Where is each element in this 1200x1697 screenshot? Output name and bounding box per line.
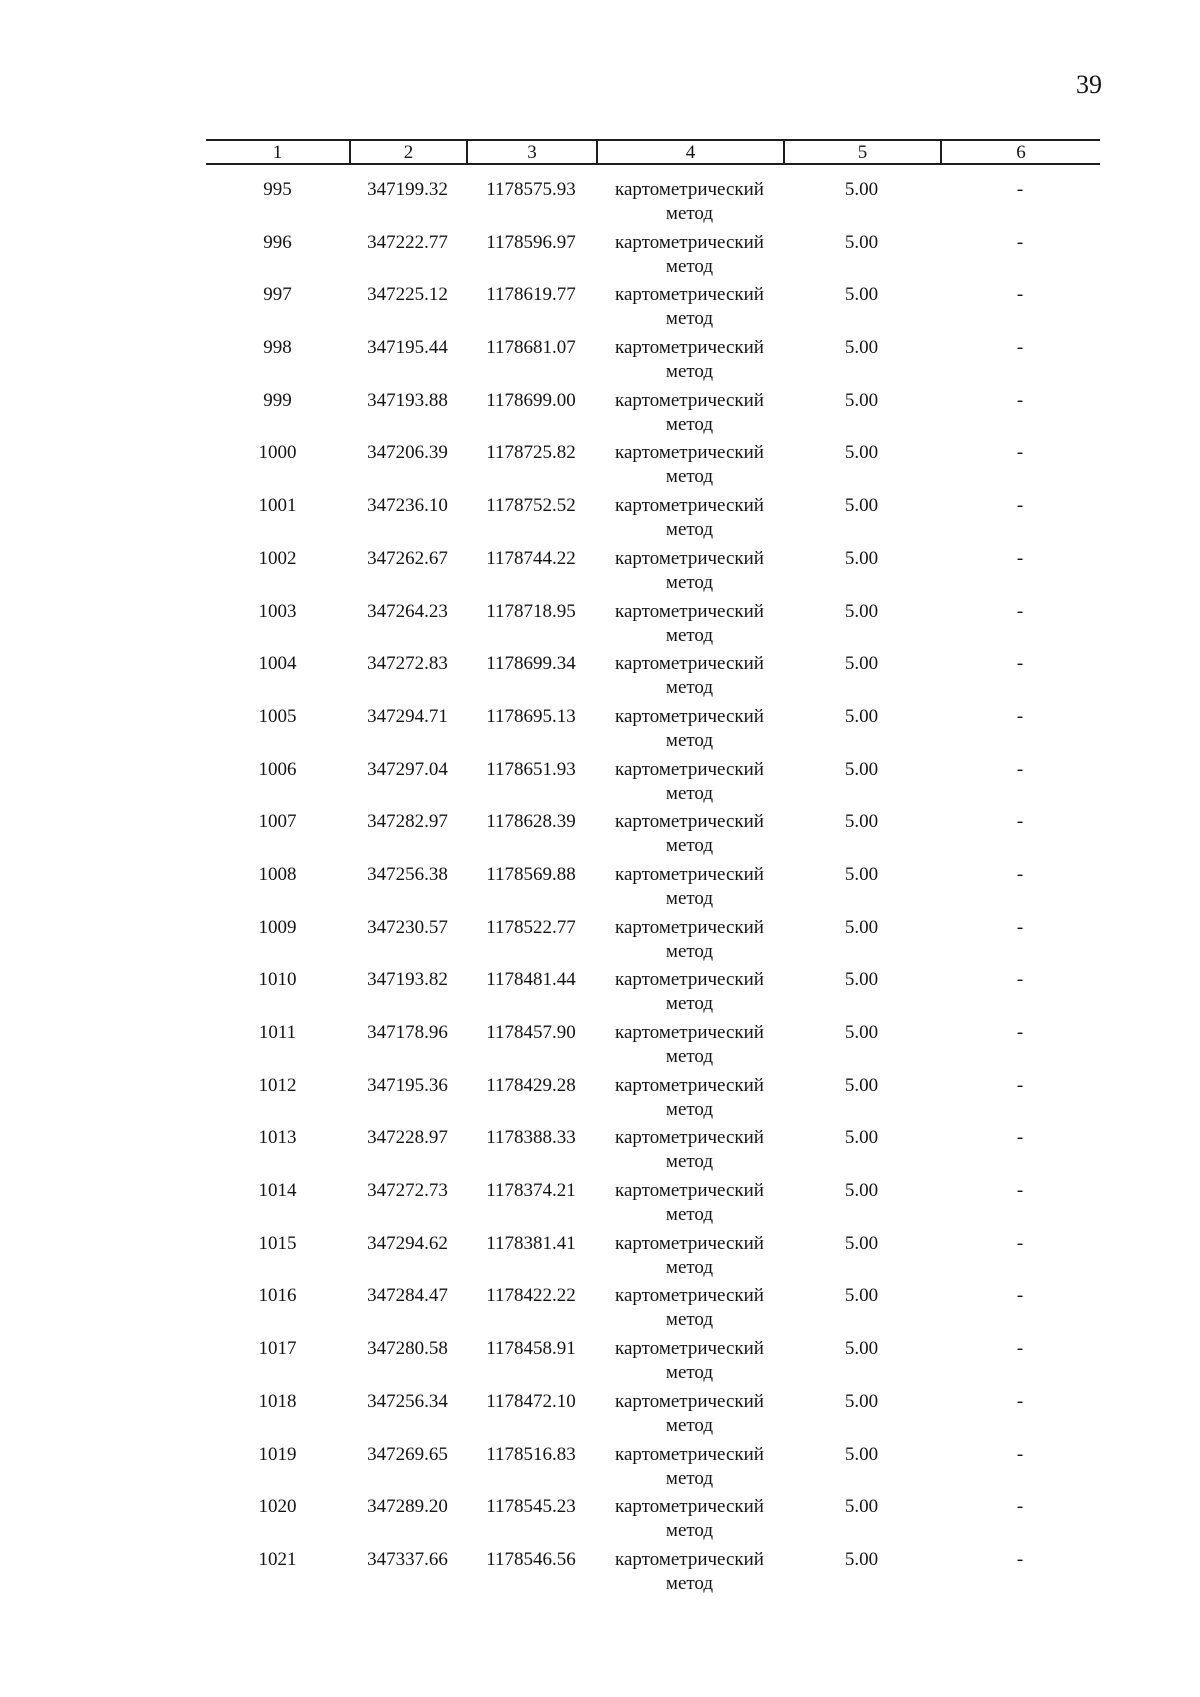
x-coordinate-cell: 347206.39 xyxy=(367,442,448,464)
table-row xyxy=(206,1284,1100,1337)
method-line-1: картометрический xyxy=(615,1180,764,1202)
method-cell xyxy=(596,810,783,863)
method-cell xyxy=(596,441,783,494)
note-cell: - xyxy=(1016,916,1024,938)
accuracy-cell: 5.00 xyxy=(844,547,879,569)
x-coordinate-cell: 347236.10 xyxy=(367,495,448,517)
x-coordinate-cell: 347256.34 xyxy=(367,1390,448,1412)
table-row xyxy=(206,231,1100,284)
y-coordinate-cell: 1178472.10 xyxy=(486,1390,576,1412)
x-coordinate-cell: 347284.47 xyxy=(367,1285,448,1307)
y-coordinate-cell: 1178699.00 xyxy=(486,389,576,411)
method-line-1: картометрический xyxy=(615,389,764,411)
accuracy-cell: 5.00 xyxy=(844,337,879,359)
accuracy-cell: 5.00 xyxy=(844,1022,879,1043)
table-row xyxy=(206,1548,1100,1601)
y-coordinate-cell: 1178695.13 xyxy=(486,705,576,727)
accuracy-cell: 5.00 xyxy=(844,284,879,306)
method-line-1: картометрический xyxy=(615,705,764,727)
method-line-1: картометрический xyxy=(615,758,764,780)
point-number-cell: 997 xyxy=(263,284,292,306)
table-row xyxy=(206,810,1100,863)
note-cell: - xyxy=(1016,653,1024,675)
point-number-cell: 1008 xyxy=(258,863,297,885)
table-header xyxy=(206,139,1100,165)
note-cell: - xyxy=(1016,969,1024,991)
column-header-3: 3 xyxy=(466,141,596,163)
method-line-2: метод xyxy=(665,255,714,277)
y-coordinate-cell: 1178569.88 xyxy=(486,863,576,885)
y-coordinate-cell: 1178516.83 xyxy=(486,1443,576,1465)
method-line-2: метод xyxy=(665,677,714,699)
y-coordinate-cell: 1178388.33 xyxy=(486,1127,576,1149)
y-coordinate-cell: 1178381.41 xyxy=(486,1232,576,1254)
y-coordinate-cell: 1178522.77 xyxy=(486,916,576,938)
table-row xyxy=(206,1390,1100,1443)
method-line-1: картометрический xyxy=(615,600,764,622)
accuracy-cell: 5.00 xyxy=(844,495,879,517)
column-header-2: 2 xyxy=(349,141,466,163)
method-cell xyxy=(596,1548,783,1601)
method-line-2: метод xyxy=(665,729,714,751)
point-number-cell: 1020 xyxy=(258,1496,297,1518)
method-line-1: картометрический xyxy=(615,1022,764,1043)
point-number-cell: 1010 xyxy=(258,969,297,991)
accuracy-cell: 5.00 xyxy=(844,1443,879,1465)
note-cell: - xyxy=(1016,231,1024,253)
method-line-2: метод xyxy=(665,1151,714,1173)
point-number-cell: 1016 xyxy=(258,1285,297,1307)
table-row xyxy=(206,705,1100,758)
point-number-cell: 1019 xyxy=(258,1443,297,1465)
note-cell: - xyxy=(1016,1496,1024,1518)
table-row xyxy=(206,1443,1100,1496)
note-cell: - xyxy=(1016,811,1024,833)
x-coordinate-cell: 347337.66 xyxy=(367,1548,448,1570)
y-coordinate-cell: 1178596.97 xyxy=(486,231,576,253)
x-coordinate-cell: 347199.32 xyxy=(367,179,448,200)
accuracy-cell: 5.00 xyxy=(844,705,879,727)
y-coordinate-cell: 1178374.21 xyxy=(486,1180,576,1202)
table-row xyxy=(206,1021,1100,1074)
note-cell: - xyxy=(1016,1074,1024,1096)
table-row xyxy=(206,916,1100,969)
x-coordinate-cell: 347222.77 xyxy=(367,231,448,253)
table-body xyxy=(206,178,1100,1601)
note-cell: - xyxy=(1016,1548,1024,1570)
x-coordinate-cell: 347193.88 xyxy=(367,389,448,411)
method-line-2: метод xyxy=(665,361,714,383)
accuracy-cell: 5.00 xyxy=(844,1232,879,1254)
note-cell: - xyxy=(1016,863,1024,885)
x-coordinate-cell: 347272.83 xyxy=(367,653,448,675)
note-cell: - xyxy=(1016,1338,1024,1360)
y-coordinate-cell: 1178744.22 xyxy=(486,547,576,569)
accuracy-cell: 5.00 xyxy=(844,1180,879,1202)
method-line-2: метод xyxy=(665,466,714,488)
method-cell xyxy=(596,1443,783,1496)
table-row xyxy=(206,1337,1100,1390)
method-line-2: метод xyxy=(665,571,714,593)
method-line-1: картометрический xyxy=(615,863,764,885)
y-coordinate-cell: 1178718.95 xyxy=(486,600,576,622)
x-coordinate-cell: 347282.97 xyxy=(367,811,448,833)
method-line-1: картометрический xyxy=(615,442,764,464)
table-row xyxy=(206,600,1100,653)
point-number-cell: 1021 xyxy=(258,1548,297,1570)
accuracy-cell: 5.00 xyxy=(844,863,879,885)
method-line-1: картометрический xyxy=(615,1443,764,1465)
accuracy-cell: 5.00 xyxy=(844,969,879,991)
accuracy-cell: 5.00 xyxy=(844,389,879,411)
point-number-cell: 1015 xyxy=(258,1232,297,1254)
note-cell: - xyxy=(1016,495,1024,517)
note-cell: - xyxy=(1016,389,1024,411)
y-coordinate-cell: 1178752.52 xyxy=(486,495,576,517)
method-line-1: картометрический xyxy=(615,547,764,569)
method-line-2: метод xyxy=(665,1256,714,1278)
note-cell: - xyxy=(1016,1022,1024,1043)
method-line-2: метод xyxy=(665,835,714,857)
method-cell xyxy=(596,1126,783,1179)
point-number-cell: 1005 xyxy=(258,705,297,727)
point-number-cell: 1018 xyxy=(258,1390,297,1412)
point-number-cell: 1003 xyxy=(258,600,297,622)
x-coordinate-cell: 347272.73 xyxy=(367,1180,448,1202)
column-header-6: 6 xyxy=(940,141,1100,163)
method-cell xyxy=(596,494,783,547)
table-row xyxy=(206,968,1100,1021)
table-row xyxy=(206,1126,1100,1179)
method-cell xyxy=(596,652,783,705)
method-cell xyxy=(596,600,783,653)
table-row xyxy=(206,494,1100,547)
accuracy-cell: 5.00 xyxy=(844,758,879,780)
method-line-1: картометрический xyxy=(615,1548,764,1570)
accuracy-cell: 5.00 xyxy=(844,179,879,200)
method-line-1: картометрический xyxy=(615,1127,764,1149)
x-coordinate-cell: 347289.20 xyxy=(367,1496,448,1518)
method-cell xyxy=(596,1390,783,1443)
point-number-cell: 1002 xyxy=(258,547,297,569)
method-line-2: метод xyxy=(665,887,714,909)
method-cell xyxy=(596,1495,783,1548)
method-line-1: картометрический xyxy=(615,1074,764,1096)
method-line-2: метод xyxy=(665,413,714,435)
point-number-cell: 1017 xyxy=(258,1338,297,1360)
point-number-cell: 1013 xyxy=(258,1127,297,1149)
method-line-1: картометрический xyxy=(615,1232,764,1254)
table-row xyxy=(206,336,1100,389)
note-cell: - xyxy=(1016,1285,1024,1307)
table-row xyxy=(206,652,1100,705)
note-cell: - xyxy=(1016,758,1024,780)
method-line-2: метод xyxy=(665,782,714,804)
x-coordinate-cell: 347178.96 xyxy=(367,1022,448,1043)
note-cell: - xyxy=(1016,1390,1024,1412)
point-number-cell: 1014 xyxy=(258,1180,297,1202)
method-line-2: метод xyxy=(665,940,714,962)
x-coordinate-cell: 347193.82 xyxy=(367,969,448,991)
note-cell: - xyxy=(1016,1232,1024,1254)
table-row xyxy=(206,1179,1100,1232)
x-coordinate-cell: 347228.97 xyxy=(367,1127,448,1149)
y-coordinate-cell: 1178429.28 xyxy=(486,1074,576,1096)
note-cell: - xyxy=(1016,442,1024,464)
accuracy-cell: 5.00 xyxy=(844,1338,879,1360)
accuracy-cell: 5.00 xyxy=(844,1496,879,1518)
method-cell xyxy=(596,231,783,284)
accuracy-cell: 5.00 xyxy=(844,1127,879,1149)
point-number-cell: 1009 xyxy=(258,916,297,938)
method-line-1: картометрический xyxy=(615,653,764,675)
x-coordinate-cell: 347280.58 xyxy=(367,1338,448,1360)
table-row xyxy=(206,1074,1100,1127)
accuracy-cell: 5.00 xyxy=(844,231,879,253)
method-line-2: метод xyxy=(665,1467,714,1489)
method-line-2: метод xyxy=(665,624,714,646)
table-row xyxy=(206,863,1100,916)
point-number-cell: 1001 xyxy=(258,495,297,517)
x-coordinate-cell: 347294.62 xyxy=(367,1232,448,1254)
point-number-cell: 1006 xyxy=(258,758,297,780)
y-coordinate-cell: 1178651.93 xyxy=(486,758,576,780)
method-line-1: картометрический xyxy=(615,1390,764,1412)
y-coordinate-cell: 1178546.56 xyxy=(486,1548,576,1570)
note-cell: - xyxy=(1016,547,1024,569)
method-line-2: метод xyxy=(665,993,714,1015)
method-line-1: картометрический xyxy=(615,337,764,359)
method-line-2: метод xyxy=(665,1362,714,1384)
method-line-1: картометрический xyxy=(615,916,764,938)
method-line-1: картометрический xyxy=(615,284,764,306)
accuracy-cell: 5.00 xyxy=(844,916,879,938)
accuracy-cell: 5.00 xyxy=(844,442,879,464)
page-number: 39 xyxy=(1076,70,1102,99)
method-line-1: картометрический xyxy=(615,1285,764,1307)
y-coordinate-cell: 1178457.90 xyxy=(486,1022,576,1043)
x-coordinate-cell: 347195.36 xyxy=(367,1074,448,1096)
table-row xyxy=(206,178,1100,231)
note-cell: - xyxy=(1016,179,1024,200)
point-number-cell: 1004 xyxy=(258,653,297,675)
column-header-1: 1 xyxy=(272,141,283,163)
x-coordinate-cell: 347256.38 xyxy=(367,863,448,885)
method-cell xyxy=(596,283,783,336)
note-cell: - xyxy=(1016,284,1024,306)
note-cell: - xyxy=(1016,600,1024,622)
y-coordinate-cell: 1178725.82 xyxy=(486,442,576,464)
table-row xyxy=(206,547,1100,600)
accuracy-cell: 5.00 xyxy=(844,1548,879,1570)
note-cell: - xyxy=(1016,1443,1024,1465)
accuracy-cell: 5.00 xyxy=(844,1285,879,1307)
table-row xyxy=(206,283,1100,336)
point-number-cell: 995 xyxy=(263,179,292,200)
y-coordinate-cell: 1178699.34 xyxy=(486,653,576,675)
y-coordinate-cell: 1178575.93 xyxy=(486,179,576,200)
method-line-2: метод xyxy=(665,203,714,224)
y-coordinate-cell: 1178619.77 xyxy=(486,284,576,306)
method-line-2: метод xyxy=(665,1046,714,1067)
point-number-cell: 1000 xyxy=(258,442,297,464)
accuracy-cell: 5.00 xyxy=(844,1390,879,1412)
table-row xyxy=(206,389,1100,442)
x-coordinate-cell: 347262.67 xyxy=(367,547,448,569)
method-cell xyxy=(596,863,783,916)
point-number-cell: 996 xyxy=(263,231,292,253)
table-row xyxy=(206,441,1100,494)
y-coordinate-cell: 1178681.07 xyxy=(486,337,576,359)
note-cell: - xyxy=(1016,705,1024,727)
y-coordinate-cell: 1178481.44 xyxy=(486,969,576,991)
x-coordinate-cell: 347225.12 xyxy=(367,284,448,306)
method-cell xyxy=(596,1337,783,1390)
x-coordinate-cell: 347269.65 xyxy=(367,1443,448,1465)
method-cell xyxy=(596,916,783,969)
method-cell xyxy=(596,1021,783,1074)
method-cell xyxy=(596,336,783,389)
x-coordinate-cell: 347297.04 xyxy=(367,758,448,780)
method-cell xyxy=(596,1179,783,1232)
x-coordinate-cell: 347294.71 xyxy=(367,705,448,727)
method-line-2: метод xyxy=(665,1572,714,1594)
note-cell: - xyxy=(1016,337,1024,359)
column-header-5: 5 xyxy=(783,141,940,163)
y-coordinate-cell: 1178458.91 xyxy=(486,1338,576,1360)
method-line-2: метод xyxy=(665,308,714,330)
note-cell: - xyxy=(1016,1180,1024,1202)
method-cell xyxy=(596,178,783,231)
method-line-1: картометрический xyxy=(615,1338,764,1360)
point-number-cell: 1012 xyxy=(258,1074,297,1096)
method-cell xyxy=(596,1232,783,1285)
method-line-1: картометрический xyxy=(615,231,764,253)
y-coordinate-cell: 1178628.39 xyxy=(486,811,576,833)
point-number-cell: 1007 xyxy=(258,811,297,833)
method-line-2: метод xyxy=(665,1098,714,1120)
method-cell xyxy=(596,1074,783,1127)
method-line-2: метод xyxy=(665,1309,714,1331)
x-coordinate-cell: 347230.57 xyxy=(367,916,448,938)
method-line-2: метод xyxy=(665,1204,714,1226)
column-header-4: 4 xyxy=(596,141,783,163)
table-row xyxy=(206,758,1100,811)
x-coordinate-cell: 347195.44 xyxy=(367,337,448,359)
accuracy-cell: 5.00 xyxy=(844,600,879,622)
accuracy-cell: 5.00 xyxy=(844,653,879,675)
x-coordinate-cell: 347264.23 xyxy=(367,600,448,622)
point-number-cell: 998 xyxy=(263,337,292,359)
accuracy-cell: 5.00 xyxy=(844,811,879,833)
method-line-2: метод xyxy=(665,1520,714,1542)
method-cell xyxy=(596,389,783,442)
method-line-1: картометрический xyxy=(615,969,764,991)
method-line-1: картометрический xyxy=(615,179,764,200)
method-cell xyxy=(596,758,783,811)
y-coordinate-cell: 1178545.23 xyxy=(486,1496,576,1518)
point-number-cell: 1011 xyxy=(258,1022,297,1043)
note-cell: - xyxy=(1016,1127,1024,1149)
method-line-2: метод xyxy=(665,1414,714,1436)
method-line-1: картометрический xyxy=(615,811,764,833)
table-row xyxy=(206,1232,1100,1285)
method-line-1: картометрический xyxy=(615,495,764,517)
method-cell xyxy=(596,705,783,758)
method-cell xyxy=(596,968,783,1021)
method-line-2: метод xyxy=(665,519,714,541)
method-cell xyxy=(596,1284,783,1337)
table-row xyxy=(206,1495,1100,1548)
method-cell xyxy=(596,547,783,600)
y-coordinate-cell: 1178422.22 xyxy=(486,1285,576,1307)
accuracy-cell: 5.00 xyxy=(844,1074,879,1096)
method-line-1: картометрический xyxy=(615,1496,764,1518)
point-number-cell: 999 xyxy=(263,389,292,411)
